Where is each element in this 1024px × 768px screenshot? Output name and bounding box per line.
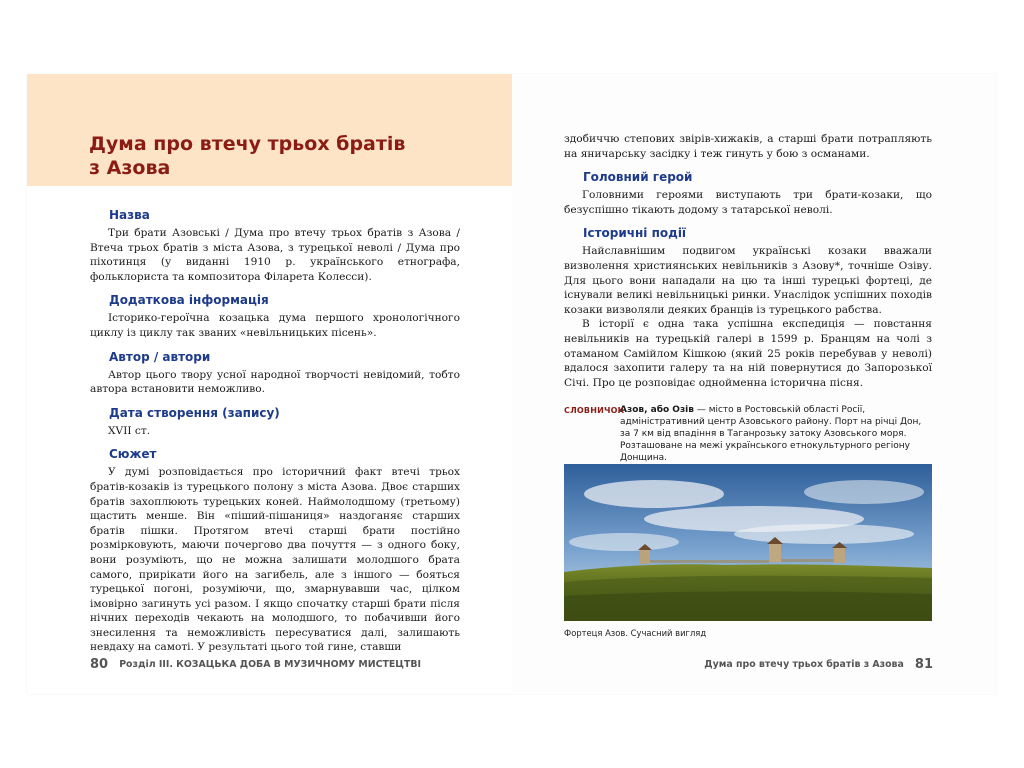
section-heading: Додаткова інформація: [109, 293, 269, 308]
glossary-term: Азов, або Озів: [620, 405, 694, 416]
left-page: [27, 74, 512, 694]
section-plot: [90, 447, 460, 655]
glossary-text: [620, 404, 932, 464]
section-heading: Назва: [109, 208, 150, 222]
section-main-hero: [564, 170, 932, 217]
section-heading: Сюжет: [109, 447, 157, 462]
paragraph: Автор цього твору усної народної творчості невідомий, тобто автора встановити неможливо.: [90, 368, 460, 396]
running-head: Розділ ІІІ. КОЗАЦЬКА ДОБА В МУЗИЧНОМУ МИСТЕЦТВІ: [119, 659, 421, 670]
page-number: 81: [914, 657, 933, 672]
paragraph: XVII ст.: [108, 424, 151, 437]
section-heading: Дата створення (запису): [109, 405, 280, 420]
paragraph: Історико-героїчна козацька дума першого хронологічного циклу із циклу так званих «невільницьких пісень».: [90, 312, 460, 339]
section-historical-events: [564, 226, 932, 390]
footer-left: [90, 654, 421, 673]
paragraph: Найславнішим подвигом українські козаки вважали визволення християнських невільників з Азову*, точніше Озіву. Для цього вони нападали на цю та інші турецькі фортеці, де існували великі невільницькі ринки. Унаслідок успішних походів козаки визволяли деяких бранців із турецького рабства.: [564, 245, 932, 316]
left-column: [90, 199, 460, 655]
section-date: [90, 406, 460, 439]
paragraph: здобиччю степових звірів-хижаків, а старші брати потрапляють на яничарську засідку і теж гинуть у бою з османами.: [564, 133, 932, 160]
section-additional-info: [90, 293, 460, 340]
running-head: Дума про втечу трьох братів з Азова: [704, 659, 904, 670]
book-spread: [27, 74, 996, 694]
section-heading: Автор / автори: [109, 349, 211, 364]
paragraph: У думі розповідається про історичний факт втечі трьох братів-козаків із турецького полону з міста Азова. Двоє старших братів захоплюють турецьких коней. Наймолодшому (третьому) щастить менше. Він «піший-пішаниця» наздоганяє старших братів пішки. Протягом втечі старші брати постійно розмірковують, маючи почергово два почуття — з одного боку, вони розуміють, що не можна залишати молодшого брата самого, прирікати його на загибель, але з іншого — бояться турецької погоні, розуміючи, що, змарнувавши час, цілком імовірно загинуть усі разом. І якщо спочатку старші брати після нічних переходів чекають на молодшого, то побачивши його знесилення та неможливість пересуватися далі, залишають невдаху на самоті. У результаті цього той гине, ставши: [90, 466, 460, 654]
section-heading: Історичні події: [583, 226, 687, 241]
right-column: [564, 132, 932, 464]
section-name: [90, 208, 460, 284]
fortress-photo: [564, 464, 932, 621]
paragraph: Головними героями виступають три брати-козаки, що безуспішно тікають додому з татарської неволі.: [564, 189, 932, 216]
page-title: Дума про втечу трьох братів з Азова: [89, 133, 406, 179]
photo-caption: Фортеця Азов. Сучасний вигляд: [564, 628, 707, 638]
page-number: 80: [90, 657, 109, 672]
footer-right: [704, 654, 933, 673]
glossary-definition: — місто в Ростовській області Росії, адміністративний центр Азовського району. Порт на річці Дон, за 7 км від впадіння в Таганрозьку затоку Азовського моря. Розташоване на межі українського етнокультурного регіону Донщина.: [620, 405, 922, 464]
section-heading: Головний герой: [583, 170, 693, 185]
paragraph: В історії є одна така успішна експедиція — повстання невільників на турецькій галері в 1599 р. Бранцям на чолі з отаманом Самійлом Кішкою (який 25 років перебував у неволі) вдалося захопити галеру та на ній повернутися до Запорозької Січі. Про це розповідає однойменна історична пісня.: [564, 318, 932, 389]
fortress-image: [564, 464, 932, 621]
paragraph: Три брати Азовські / Дума про втечу трьох братів з Азова / Втеча трьох братів з міста Азова, з турецької неволі / Дума про піхотинця (у виданні 1910 р. українського етнографа, фольклориста та композитора Філарета Колесси).: [90, 227, 460, 283]
section-author: [90, 350, 460, 397]
glossary-box: [564, 404, 932, 464]
glossary-tag: СЛОВНИЧОК: [564, 406, 625, 416]
